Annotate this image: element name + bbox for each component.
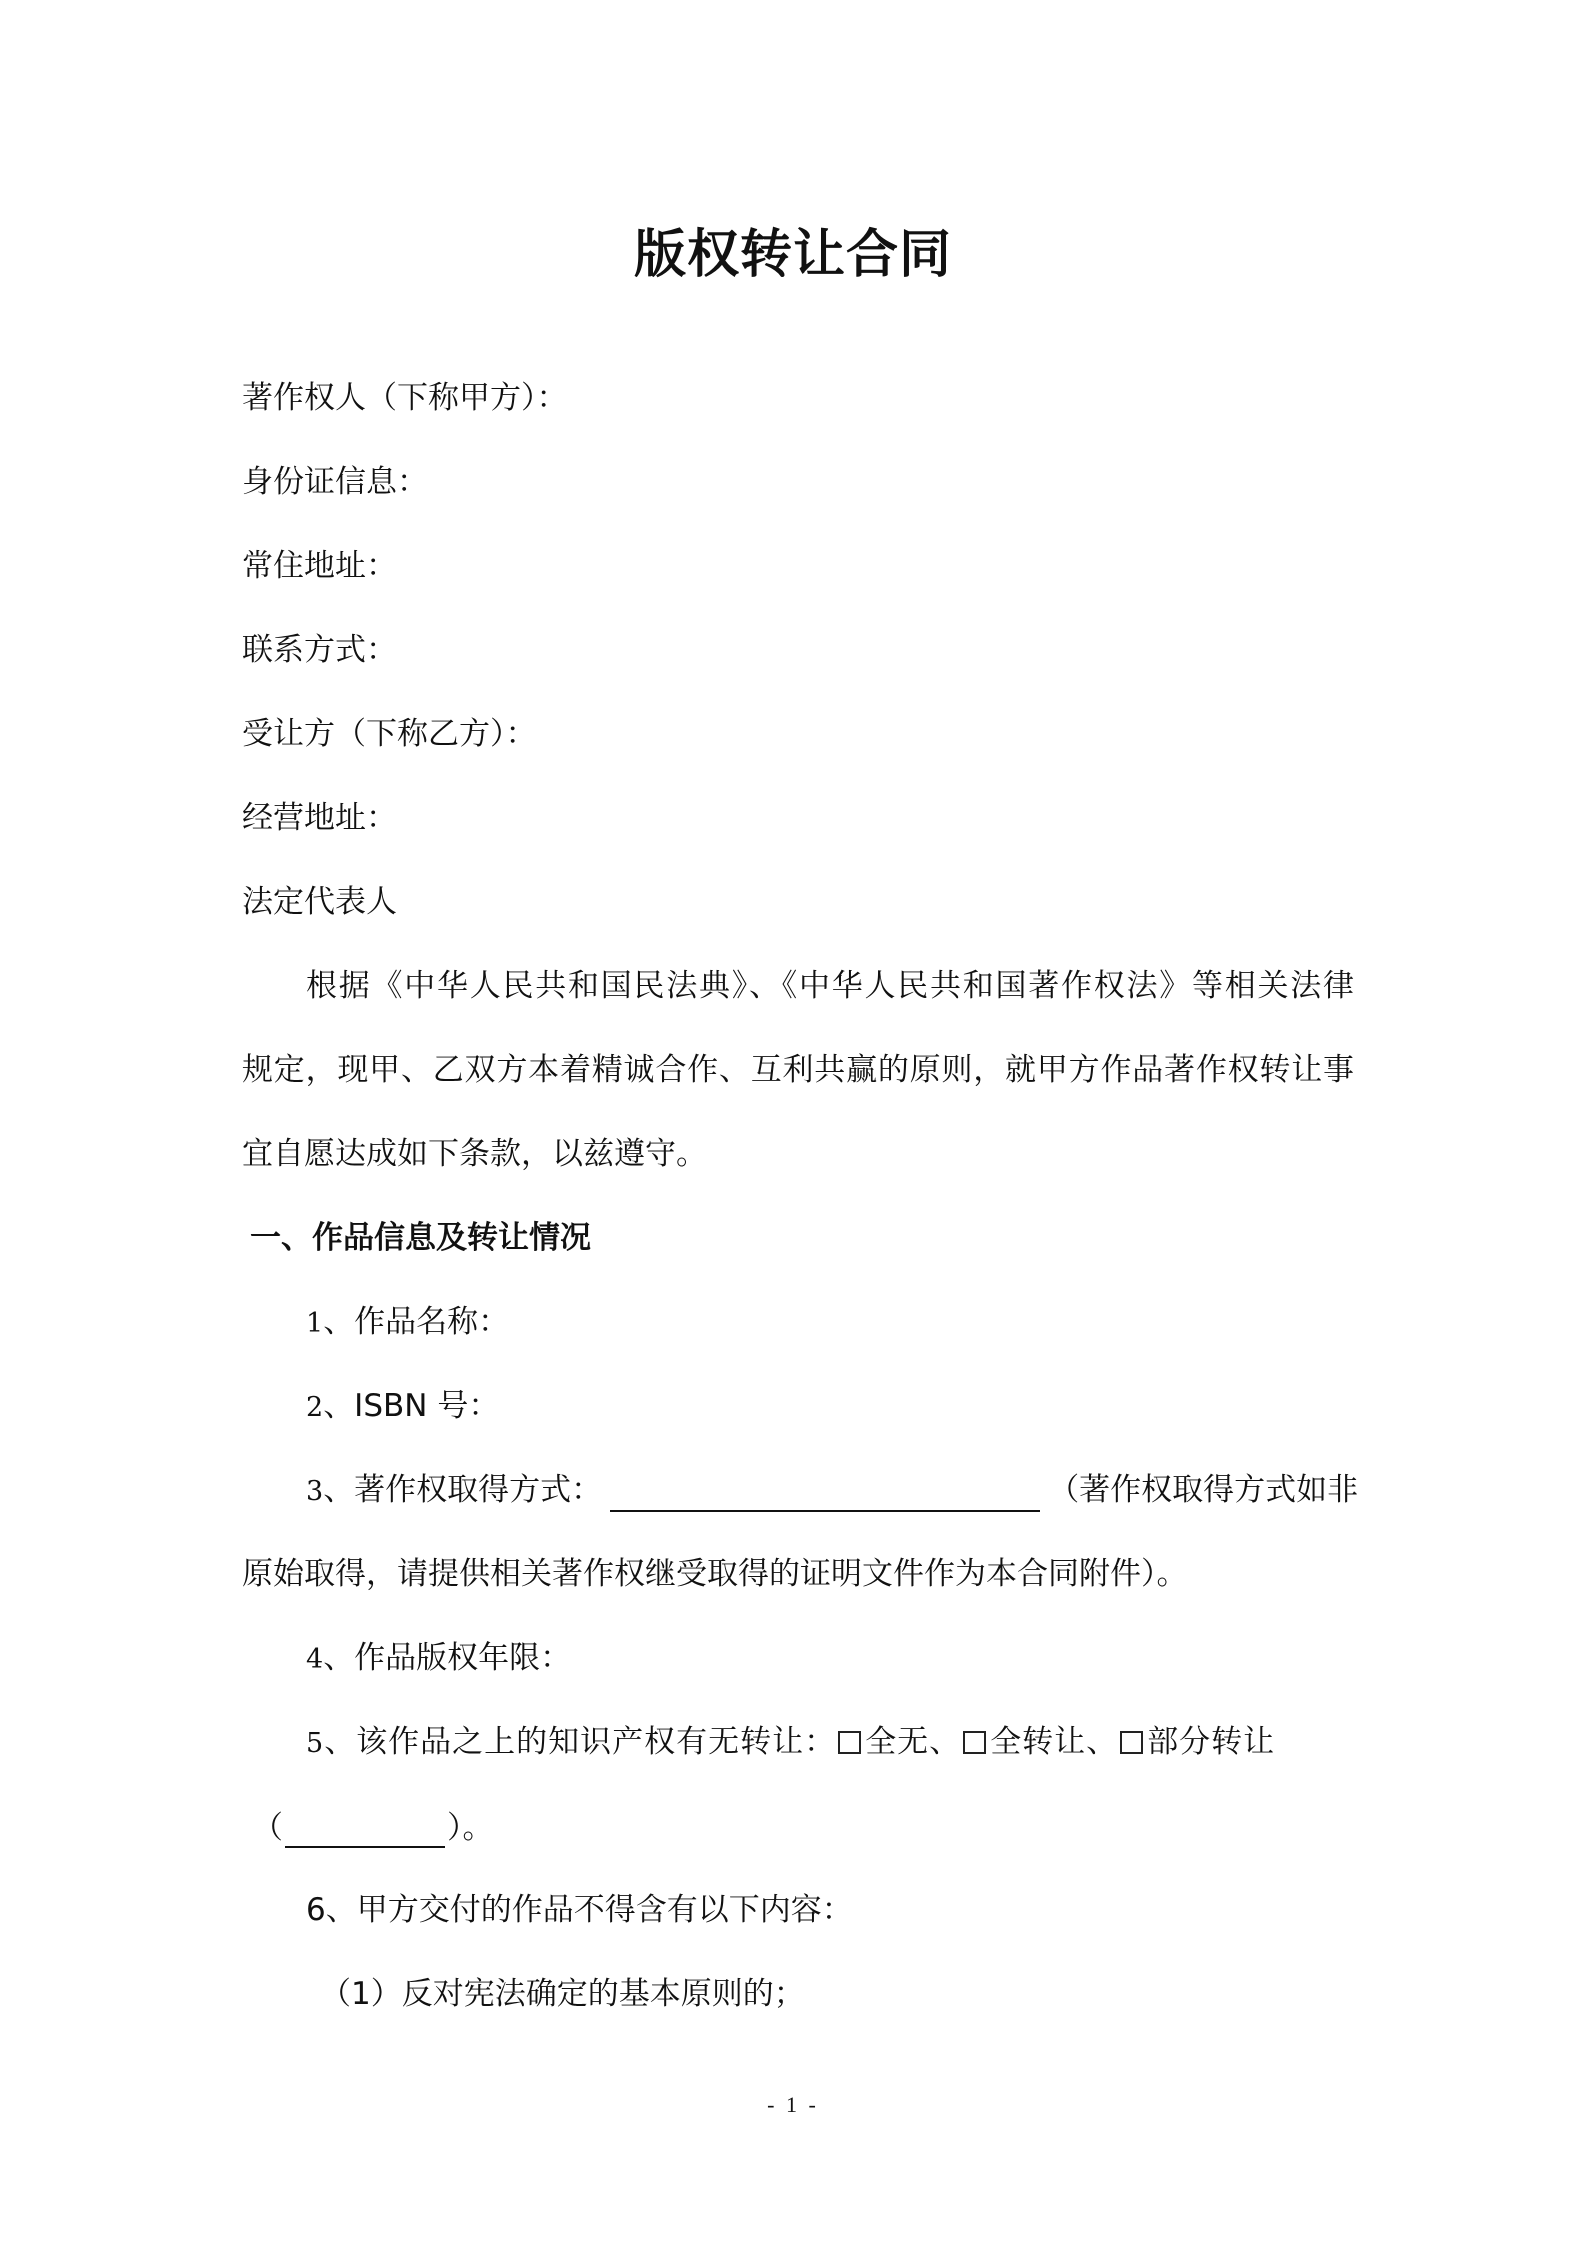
party-a-label: 著作权人（下称甲方）： [242,380,568,416]
item-2-isbn [306,1386,499,1428]
paren-open: （ [252,1810,283,1846]
item-text: 、ISBN 号： [323,1388,500,1424]
item-4-copyright-term [306,1638,571,1680]
id-info-label: 身份证信息： [242,464,428,500]
item-text: 、作品版权年限： [323,1640,572,1676]
item-number: 5 [306,1728,325,1759]
item-text: 、作品名称： [323,1304,510,1340]
page-number: - 1 - [767,2092,819,2117]
preamble-line-1: 根据《中华人民共和国民法典》、《中华人民共和国著作权法》等相关法律 [306,968,1354,1004]
item-5-ip-transfer [306,1722,1354,1764]
item-number: 1 [306,1308,324,1339]
residence-address-label: 常住地址： [242,548,397,584]
option-none-label: 全无、 [865,1724,962,1760]
sub-item-1: （1）反对宪法确定的基本原则的； [320,1976,805,2012]
preamble-line-3: 宜自愿达成如下条款，以兹遵守。 [242,1136,707,1172]
item-suffix: （著作权取得方式如非 [1048,1472,1359,1508]
item-6-prohibited-content: 6、甲方交付的作品不得含有以下内容： [306,1892,853,1928]
item-3-acquisition [306,1470,1359,1512]
checkbox-partial-transfer[interactable] [1120,1731,1143,1754]
item-5-partial-detail [252,1808,494,1848]
item-3-continuation: 原始取得，请提供相关著作权继受取得的证明文件作为本合同附件）。 [242,1556,1188,1592]
option-full-transfer-label: 全转让、 [990,1724,1119,1760]
document-title: 版权转让合同 [633,225,952,285]
item-number: 3 [306,1476,324,1507]
legal-representative-label: 法定代表人 [242,884,397,920]
item-label: 、该作品之上的知识产权有无转让： [324,1724,837,1760]
item-1-work-name [306,1302,509,1344]
checkbox-full-transfer[interactable] [963,1731,986,1754]
preamble-line-2: 规定，现甲、乙双方本着精诚合作、互利共赢的原则，就甲方作品著作权转让事 [242,1052,1354,1088]
partial-transfer-blank[interactable] [285,1810,445,1848]
item-label: 、著作权取得方式： [323,1472,603,1508]
paren-close: ）。 [447,1810,494,1846]
item-number: 2 [306,1392,324,1423]
option-partial-transfer-label: 部分转让 [1147,1724,1276,1760]
checkbox-none[interactable] [838,1731,861,1754]
contact-label: 联系方式： [242,632,397,668]
item-number: 4 [306,1644,324,1675]
acquisition-method-blank[interactable] [610,1474,1040,1512]
business-address-label: 经营地址： [242,800,397,836]
party-b-label: 受让方（下称乙方）： [242,716,537,752]
section-1-heading: 一、作品信息及转让情况 [250,1220,591,1256]
